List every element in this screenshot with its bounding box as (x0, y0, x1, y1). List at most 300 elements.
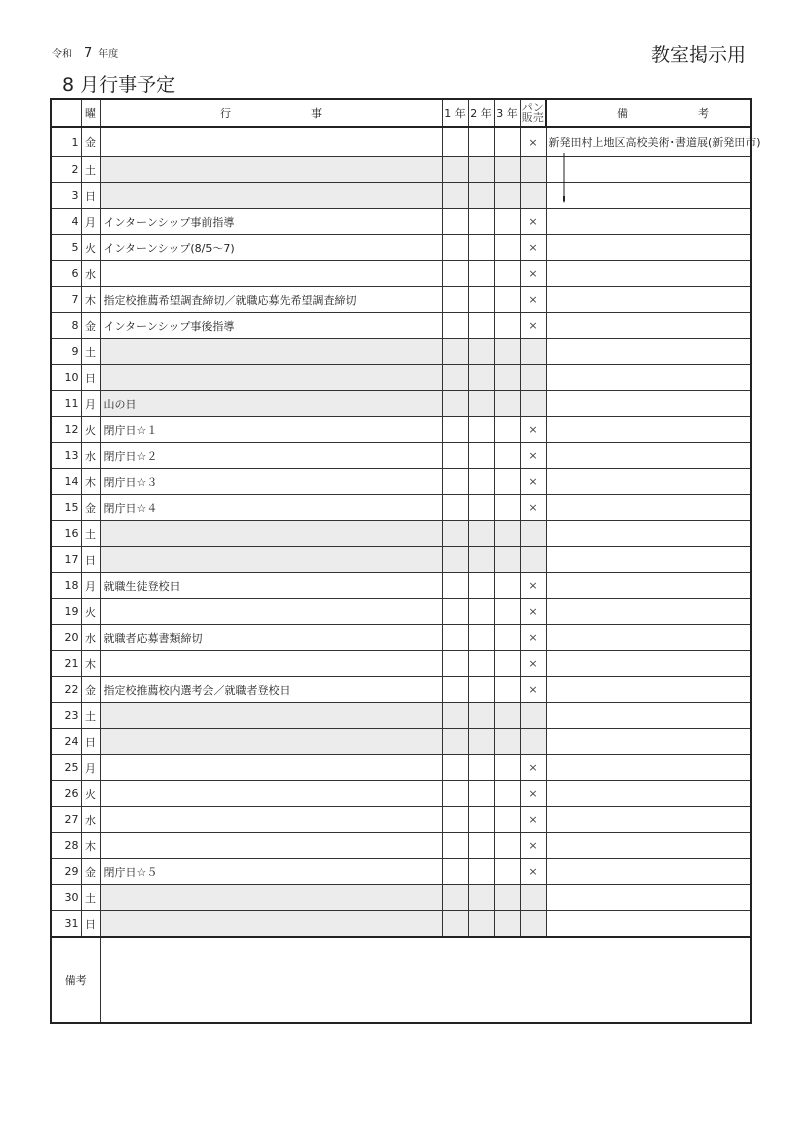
weekday-cell: 日 (81, 183, 100, 209)
bread-sale-cell (520, 183, 546, 209)
grade3-cell (494, 885, 520, 911)
weekday-cell: 土 (81, 339, 100, 365)
event-cell: 指定校推薦校内選考会／就職者登校日 (100, 677, 442, 703)
fiscal-year (52, 45, 118, 61)
table-row (51, 261, 751, 287)
table-row (51, 755, 751, 781)
header-event: 行事 (100, 99, 442, 127)
grade3-cell (494, 417, 520, 443)
event-cell: 指定校推薦希望調査締切／就職応募先希望調査締切 (100, 287, 442, 313)
grade2-cell (468, 365, 494, 391)
weekday-cell: 土 (81, 157, 100, 183)
bread-sale-cell: × (520, 235, 546, 261)
table-row (51, 677, 751, 703)
grade1-cell (442, 781, 468, 807)
note-cell (546, 313, 751, 339)
table-row (51, 127, 751, 157)
bread-sale-cell: × (520, 313, 546, 339)
day-cell: 27 (51, 807, 81, 833)
note-cell (546, 521, 751, 547)
header-notes: 備考 (546, 99, 751, 127)
grade3-cell (494, 755, 520, 781)
table-row (51, 313, 751, 339)
weekday-cell: 水 (81, 625, 100, 651)
grade2-cell (468, 127, 494, 157)
grade1-cell (442, 495, 468, 521)
event-cell: 閉庁日☆１ (100, 417, 442, 443)
down-arrow-icon (563, 153, 565, 203)
grade1-cell (442, 157, 468, 183)
grade2-cell (468, 807, 494, 833)
table-row (51, 391, 751, 417)
day-cell: 2 (51, 157, 81, 183)
grade1-cell (442, 651, 468, 677)
title-suffix: 月行事予定 (80, 74, 176, 96)
weekday-cell: 木 (81, 833, 100, 859)
header-bread-sale: パン販売 (520, 99, 546, 127)
weekday-cell: 金 (81, 313, 100, 339)
grade3-cell (494, 365, 520, 391)
grade3-cell (494, 703, 520, 729)
event-cell (100, 885, 442, 911)
grade3-cell (494, 521, 520, 547)
grade1-cell (442, 859, 468, 885)
table-row (51, 729, 751, 755)
grade2-cell (468, 599, 494, 625)
day-cell: 17 (51, 547, 81, 573)
weekday-cell: 土 (81, 703, 100, 729)
grade1-cell (442, 599, 468, 625)
bread-sale-cell: × (520, 677, 546, 703)
note-cell (546, 469, 751, 495)
day-cell: 19 (51, 599, 81, 625)
event-cell (100, 157, 442, 183)
day-cell: 13 (51, 443, 81, 469)
weekday-cell: 日 (81, 911, 100, 938)
era-year: 7 (84, 46, 93, 61)
era-label: 令和 (52, 49, 72, 60)
note-cell (546, 755, 751, 781)
table-row (51, 599, 751, 625)
month-number: 8 (62, 74, 75, 96)
grade1-cell (442, 521, 468, 547)
remarks-label: 備考 (51, 937, 100, 1023)
remarks-area (100, 937, 751, 1023)
event-cell (100, 755, 442, 781)
bread-sale-cell: × (520, 651, 546, 677)
table-row (51, 235, 751, 261)
event-cell: 山の日 (100, 391, 442, 417)
grade3-cell (494, 261, 520, 287)
grade1-cell (442, 625, 468, 651)
weekday-cell: 日 (81, 547, 100, 573)
day-cell: 4 (51, 209, 81, 235)
note-cell (546, 885, 751, 911)
grade2-cell (468, 209, 494, 235)
day-cell: 18 (51, 573, 81, 599)
bread-sale-cell: × (520, 859, 546, 885)
bread-sale-cell (520, 729, 546, 755)
bread-sale-cell (520, 521, 546, 547)
grade2-cell (468, 313, 494, 339)
grade3-cell (494, 391, 520, 417)
event-cell (100, 547, 442, 573)
weekday-cell: 火 (81, 417, 100, 443)
day-cell: 26 (51, 781, 81, 807)
event-cell (100, 703, 442, 729)
grade2-cell (468, 859, 494, 885)
note-cell (546, 209, 751, 235)
grade2-cell (468, 183, 494, 209)
grade3-cell (494, 157, 520, 183)
bread-sale-cell (520, 365, 546, 391)
grade1-cell (442, 313, 468, 339)
grade3-cell (494, 127, 520, 157)
bread-sale-cell: × (520, 625, 546, 651)
grade2-cell (468, 625, 494, 651)
day-cell: 25 (51, 755, 81, 781)
day-cell: 24 (51, 729, 81, 755)
weekday-cell: 月 (81, 573, 100, 599)
grade3-cell (494, 235, 520, 261)
event-cell (100, 651, 442, 677)
weekday-cell: 木 (81, 469, 100, 495)
header-grade1: 1 年 (442, 99, 468, 127)
note-cell (546, 287, 751, 313)
grade3-cell (494, 729, 520, 755)
day-cell: 11 (51, 391, 81, 417)
grade2-cell (468, 781, 494, 807)
day-cell: 22 (51, 677, 81, 703)
bread-sale-cell: × (520, 755, 546, 781)
header-grade2: 2 年 (468, 99, 494, 127)
table-row (51, 287, 751, 313)
event-cell (100, 183, 442, 209)
event-cell: 閉庁日☆４ (100, 495, 442, 521)
note-cell (546, 157, 751, 183)
weekday-cell: 水 (81, 443, 100, 469)
weekday-cell: 金 (81, 677, 100, 703)
day-cell: 12 (51, 417, 81, 443)
weekday-cell: 月 (81, 391, 100, 417)
weekday-cell: 木 (81, 651, 100, 677)
event-cell (100, 807, 442, 833)
grade3-cell (494, 339, 520, 365)
grade3-cell (494, 313, 520, 339)
weekday-cell: 月 (81, 755, 100, 781)
page-title (62, 70, 175, 97)
weekday-cell: 火 (81, 235, 100, 261)
event-cell (100, 729, 442, 755)
table-row (51, 339, 751, 365)
weekday-cell: 木 (81, 287, 100, 313)
grade3-cell (494, 469, 520, 495)
weekday-cell: 月 (81, 209, 100, 235)
bread-sale-cell (520, 547, 546, 573)
event-cell (100, 911, 442, 938)
bread-sale-cell (520, 911, 546, 938)
table-row (51, 209, 751, 235)
bread-sale-cell: × (520, 209, 546, 235)
day-cell: 28 (51, 833, 81, 859)
table-row (51, 443, 751, 469)
table-header (51, 99, 751, 127)
note-cell: 新発田村上地区高校美術･書道展(新発田市) (546, 127, 751, 157)
event-cell (100, 599, 442, 625)
purpose-label: 教室掲示用 (650, 44, 746, 66)
grade1-cell (442, 729, 468, 755)
table-row (51, 625, 751, 651)
weekday-cell: 金 (81, 859, 100, 885)
grade1-cell (442, 833, 468, 859)
event-cell (100, 781, 442, 807)
schedule-body (51, 127, 761, 937)
grade1-cell (442, 339, 468, 365)
note-cell (546, 833, 751, 859)
year-suffix: 年度 (98, 49, 119, 60)
grade1-cell (442, 417, 468, 443)
bread-sale-cell: × (520, 443, 546, 469)
day-cell: 29 (51, 859, 81, 885)
grade2-cell (468, 417, 494, 443)
note-cell (546, 183, 751, 209)
note-cell (546, 547, 751, 573)
weekday-cell: 土 (81, 521, 100, 547)
grade2-cell (468, 911, 494, 938)
grade3-cell (494, 183, 520, 209)
grade3-cell (494, 209, 520, 235)
grade3-cell (494, 547, 520, 573)
grade1-cell (442, 885, 468, 911)
note-cell (546, 235, 751, 261)
note-cell (546, 391, 751, 417)
grade2-cell (468, 443, 494, 469)
grade2-cell (468, 521, 494, 547)
note-cell (546, 859, 751, 885)
note-cell (546, 651, 751, 677)
day-cell: 14 (51, 469, 81, 495)
bread-sale-cell: × (520, 599, 546, 625)
note-cell (546, 495, 751, 521)
event-cell (100, 127, 442, 157)
note-cell (546, 365, 751, 391)
grade3-cell (494, 495, 520, 521)
grade3-cell (494, 677, 520, 703)
bread-sale-cell: × (520, 287, 546, 313)
note-cell (546, 417, 751, 443)
grade2-cell (468, 261, 494, 287)
event-cell (100, 261, 442, 287)
grade2-cell (468, 729, 494, 755)
grade3-cell (494, 599, 520, 625)
day-cell: 6 (51, 261, 81, 287)
note-cell (546, 573, 751, 599)
table-row (51, 833, 751, 859)
day-cell: 7 (51, 287, 81, 313)
grade2-cell (468, 651, 494, 677)
day-cell: 21 (51, 651, 81, 677)
table-row (51, 859, 751, 885)
event-cell: 閉庁日☆３ (100, 469, 442, 495)
event-cell: インターンシップ(8/5〜7) (100, 235, 442, 261)
grade1-cell (442, 443, 468, 469)
header-weekday: 曜 (81, 99, 100, 127)
day-cell: 23 (51, 703, 81, 729)
grade3-cell (494, 287, 520, 313)
grade1-cell (442, 703, 468, 729)
bread-sale-cell: × (520, 417, 546, 443)
note-cell (546, 443, 751, 469)
weekday-cell: 金 (81, 127, 100, 157)
grade3-cell (494, 859, 520, 885)
table-row (51, 781, 751, 807)
grade2-cell (468, 755, 494, 781)
note-cell (546, 339, 751, 365)
grade2-cell (468, 235, 494, 261)
grade2-cell (468, 157, 494, 183)
event-cell (100, 521, 442, 547)
table-row (51, 365, 751, 391)
bread-sale-cell (520, 157, 546, 183)
grade1-cell (442, 183, 468, 209)
table-row (51, 521, 751, 547)
day-cell: 20 (51, 625, 81, 651)
weekday-cell: 火 (81, 599, 100, 625)
grade3-cell (494, 443, 520, 469)
note-cell (546, 703, 751, 729)
grade1-cell (442, 287, 468, 313)
note-cell (546, 599, 751, 625)
grade3-cell (494, 573, 520, 599)
table-row (51, 469, 751, 495)
grade2-cell (468, 391, 494, 417)
grade1-cell (442, 547, 468, 573)
event-cell: 就職者応募書類締切 (100, 625, 442, 651)
grade2-cell (468, 885, 494, 911)
bread-sale-cell (520, 339, 546, 365)
bread-sale-cell: × (520, 807, 546, 833)
weekday-cell: 火 (81, 781, 100, 807)
grade2-cell (468, 495, 494, 521)
table-row (51, 885, 751, 911)
grade3-cell (494, 807, 520, 833)
note-cell (546, 911, 751, 938)
grade2-cell (468, 833, 494, 859)
weekday-cell: 水 (81, 807, 100, 833)
remarks-row (51, 937, 751, 1023)
bread-sale-cell: × (520, 261, 546, 287)
table-row (51, 417, 751, 443)
grade1-cell (442, 677, 468, 703)
grade3-cell (494, 651, 520, 677)
grade2-cell (468, 547, 494, 573)
header-grade3: 3 年 (494, 99, 520, 127)
grade3-cell (494, 833, 520, 859)
grade1-cell (442, 807, 468, 833)
note-cell (546, 625, 751, 651)
table-row (51, 911, 751, 938)
bread-sale-cell: × (520, 781, 546, 807)
day-cell: 31 (51, 911, 81, 938)
day-cell: 30 (51, 885, 81, 911)
grade1-cell (442, 365, 468, 391)
table-row (51, 547, 751, 573)
day-cell: 1 (51, 127, 81, 157)
day-cell: 3 (51, 183, 81, 209)
grade2-cell (468, 677, 494, 703)
note-cell (546, 729, 751, 755)
grade2-cell (468, 703, 494, 729)
grade1-cell (442, 911, 468, 938)
day-cell: 16 (51, 521, 81, 547)
table-row (51, 807, 751, 833)
weekday-cell: 土 (81, 885, 100, 911)
table-row (51, 651, 751, 677)
bread-sale-cell (520, 885, 546, 911)
table-row (51, 157, 751, 183)
note-cell (546, 781, 751, 807)
weekday-cell: 金 (81, 495, 100, 521)
weekday-cell: 水 (81, 261, 100, 287)
grade2-cell (468, 287, 494, 313)
day-cell: 10 (51, 365, 81, 391)
bread-sale-cell (520, 703, 546, 729)
day-cell: 8 (51, 313, 81, 339)
grade1-cell (442, 755, 468, 781)
grade1-cell (442, 127, 468, 157)
table-row (51, 573, 751, 599)
weekday-cell: 日 (81, 365, 100, 391)
event-cell: インターンシップ事後指導 (100, 313, 442, 339)
schedule-table (50, 98, 779, 1024)
day-cell: 15 (51, 495, 81, 521)
grade2-cell (468, 339, 494, 365)
grade3-cell (494, 911, 520, 938)
grade2-cell (468, 573, 494, 599)
event-cell (100, 339, 442, 365)
grade3-cell (494, 781, 520, 807)
table-row (51, 703, 751, 729)
event-cell (100, 365, 442, 391)
bread-sale-cell: × (520, 573, 546, 599)
table-row (51, 495, 751, 521)
grade2-cell (468, 469, 494, 495)
grade1-cell (442, 391, 468, 417)
note-cell (546, 807, 751, 833)
grade1-cell (442, 235, 468, 261)
bread-sale-cell: × (520, 495, 546, 521)
note-cell (546, 677, 751, 703)
note-cell (546, 261, 751, 287)
grade1-cell (442, 209, 468, 235)
header-day (51, 99, 81, 127)
bread-sale-cell: × (520, 469, 546, 495)
grade3-cell (494, 625, 520, 651)
day-cell: 9 (51, 339, 81, 365)
event-cell: インターンシップ事前指導 (100, 209, 442, 235)
day-cell: 5 (51, 235, 81, 261)
bread-sale-cell: × (520, 127, 546, 157)
table-row (51, 183, 751, 209)
grade1-cell (442, 261, 468, 287)
grade1-cell (442, 573, 468, 599)
event-cell: 閉庁日☆５ (100, 859, 442, 885)
bread-sale-cell (520, 391, 546, 417)
weekday-cell: 日 (81, 729, 100, 755)
event-cell (100, 833, 442, 859)
bread-sale-cell: × (520, 833, 546, 859)
event-cell: 閉庁日☆２ (100, 443, 442, 469)
